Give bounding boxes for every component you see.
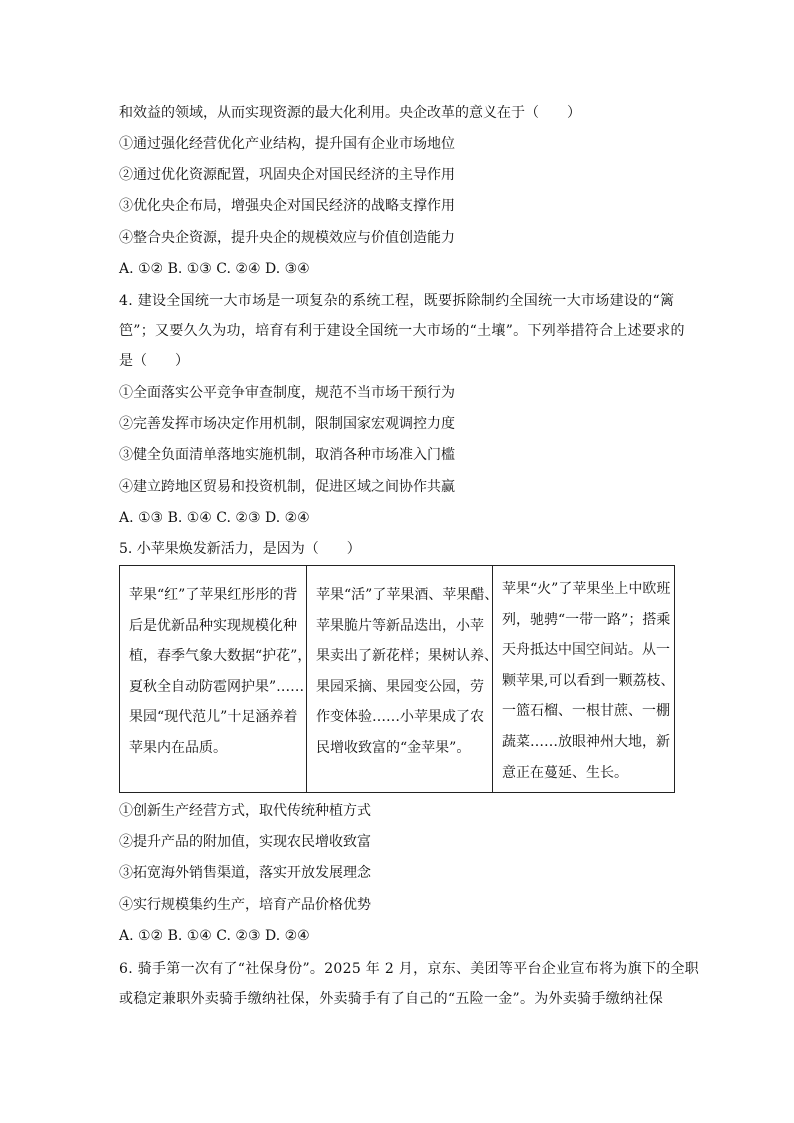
cell-line: 苹果脆片等新品迭出，小苹	[316, 617, 484, 634]
table-cell-hot	[492, 566, 681, 792]
q5-material-table	[119, 565, 675, 793]
q5-option-3: ③拓宽海外销售渠道，落实开放发展理念	[119, 865, 371, 881]
cell-line: 植，春季气象大数据“护花”，	[129, 648, 312, 665]
q3-choices: A. ①② B. ①③ C. ②④ D. ③④	[119, 261, 310, 277]
q4-option-3: ③健全负面清单落地实施机制，取消各种市场准入门槛	[119, 447, 455, 463]
cell-line: 民增收致富的“金苹果”。	[316, 739, 471, 756]
cell-line: 颗苹果,可以看到一颗荔枝、	[502, 672, 675, 689]
q3-option-2: ②通过优化资源配置，巩固央企对国民经济的主导作用	[119, 167, 455, 183]
q6-stem-line-2: 或稳定兼职外卖骑手缴纳社保，外卖骑手有了自己的“五险一金”。为外卖骑手缴纳社保	[119, 991, 664, 1007]
q4-choices: A. ①③ B. ①④ C. ②③ D. ②④	[119, 510, 310, 526]
q5-option-2: ②提升产品的附加值，实现农民增收致富	[119, 834, 371, 850]
q4-option-1: ①全面落实公平竞争审查制度，规范不当市场干预行为	[119, 385, 455, 401]
table-cell-red	[120, 566, 312, 792]
q4-stem-line-1: 4. 建设全国统一大市场是一项复杂的系统工程，既要拆除制约全国统一大市场建设的“篱	[119, 293, 675, 309]
cell-line: 果园“现代范儿”十足涵养着	[129, 709, 298, 726]
cell-line: 果园采摘、果园变公园，劳	[316, 678, 484, 695]
q5-stem: 5. 小苹果焕发新活力，是因为（ ）	[119, 541, 361, 557]
cell-line: 苹果内在品质。	[129, 739, 227, 756]
q5-choices: A. ①② B. ①④ C. ②③ D. ②④	[119, 928, 310, 944]
cell-line: 天舟抵达中国空间站。从一	[502, 642, 670, 659]
q4-stem-line-3: 是（ ）	[119, 353, 189, 369]
cell-line: 苹果“活”了苹果酒、苹果醋、	[316, 587, 499, 603]
cell-line: 夏秋全自动防雹网护果”……	[129, 678, 305, 695]
cell-line: 作变体验……小苹果成了农	[316, 709, 484, 726]
q6-stem-line-1: 6. 骑手第一次有了“社保身份”。2025 年 2 月，京东、美团等平台企业宣布将为旗下的全职	[119, 961, 700, 977]
q5-option-4: ④实行规模集约生产，培育产品价格优势	[119, 897, 371, 913]
q4-option-4: ④建立跨地区贸易和投资机制，促进区域之间协作共赢	[119, 479, 455, 495]
cell-line: 苹果“红”了苹果红彤彤的背	[129, 587, 298, 603]
cell-line: 意正在蔓延、生长。	[502, 764, 628, 781]
cell-line: 果卖出了新花样；果树认养、	[316, 648, 498, 665]
cell-line: 苹果“火”了苹果坐上中欧班	[502, 581, 671, 597]
cell-line: 后是优新品种实现规模化种	[129, 617, 297, 634]
table-cell-alive	[306, 566, 499, 792]
cell-line: 列，驰骋“一带一路”；搭乘	[502, 611, 671, 628]
q3-option-1: ①通过强化经营优化产业结构，提升国有企业市场地位	[119, 136, 455, 152]
q3-option-4: ④整合央企资源，提升央企的规模效应与价值创造能力	[119, 230, 455, 246]
q4-stem-line-2: 笆”；又要久久为功，培育有利于建设全国统一大市场的“土壤”。下列举措符合上述要求的	[119, 323, 685, 339]
cell-line: 蔬菜……放眼神州大地，新	[502, 733, 670, 750]
q3-stem-tail: 和效益的领域，从而实现资源的最大化利用。央企改革的意义在于（ ）	[119, 105, 581, 121]
q5-option-1: ①创新生产经营方式，取代传统种植方式	[119, 803, 371, 819]
q4-option-2: ②完善发挥市场决定作用机制，限制国家宏观调控力度	[119, 416, 455, 432]
q3-option-3: ③优化央企布局，增强央企对国民经济的战略支撑作用	[119, 198, 455, 214]
cell-line: 一篮石榴、一根甘蔗、一棚	[502, 703, 670, 720]
